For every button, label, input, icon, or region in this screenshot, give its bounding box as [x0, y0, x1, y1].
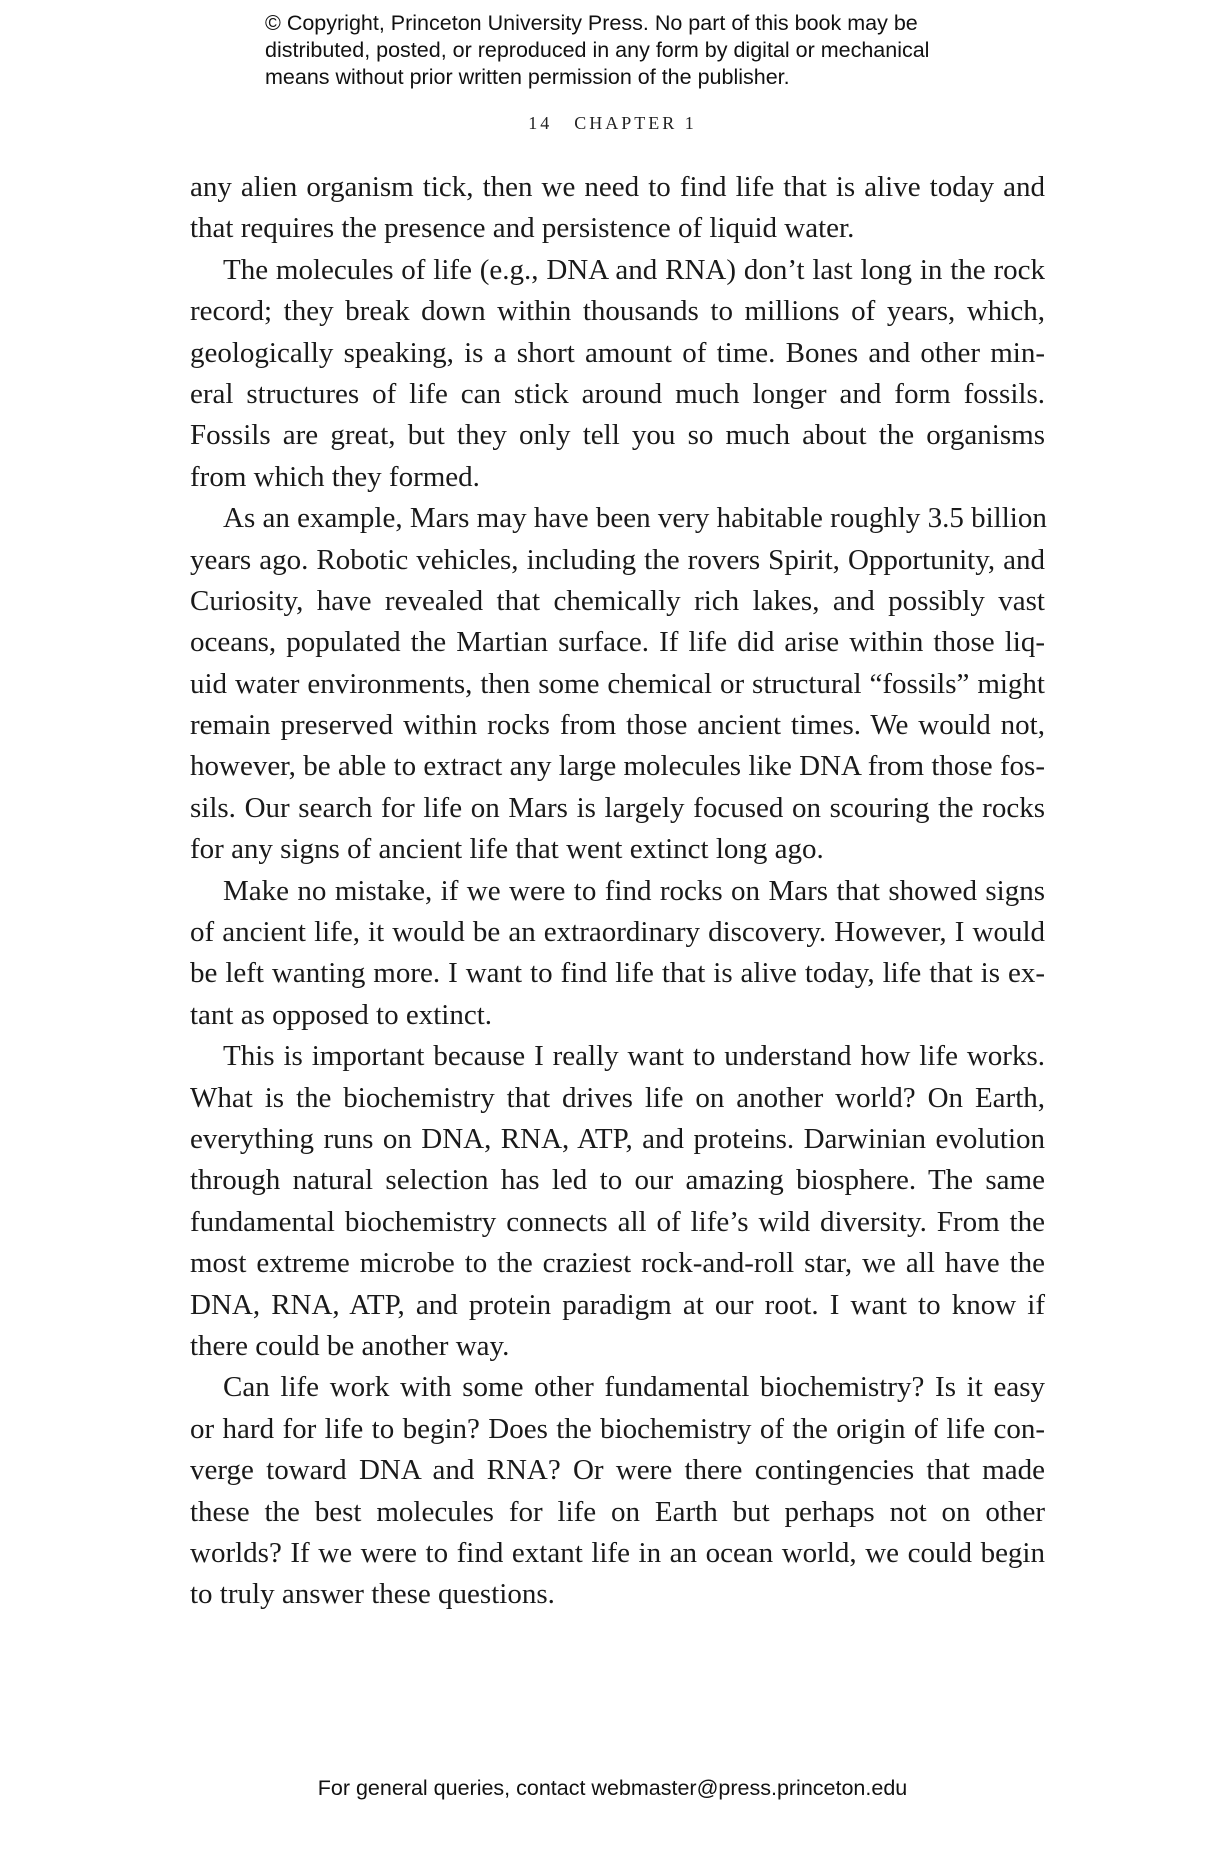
text-line: fundamental biochemistry connects all of life’s wild diversity. From the — [190, 1205, 1045, 1238]
text-line: Make no mistake, if we were to find rocks on Mars that showed signs — [223, 874, 1045, 907]
text-line: uid water environments, then some chemical or structural “fossils” might — [190, 667, 1045, 700]
text-line: sils. Our search for life on Mars is largely focused on scouring the rocks — [190, 791, 1045, 824]
text-line: geologically speaking, is a short amount of time. Bones and other min- — [190, 336, 1045, 369]
text-line: through natural selection has led to our amazing biosphere. The same — [190, 1164, 1045, 1197]
chapter-label: CHAPTER 1 — [574, 113, 697, 133]
text-line: As an example, Mars may have been very habitable roughly 3.5 billion — [223, 502, 1047, 535]
page-number: 14 — [528, 113, 553, 133]
running-head — [0, 113, 1225, 134]
text-line: eral structures of life can stick around much longer and form fossils. — [190, 377, 1045, 410]
copyright-line: means without prior written permission of the publisher. — [265, 65, 790, 89]
text-line: What is the biochemistry that drives life on another world? On Earth, — [190, 1081, 1045, 1114]
text-line: remain preserved within rocks from those ancient times. We would not, — [190, 709, 1045, 742]
text-line: oceans, populated the Martian surface. If life did arise within those liq- — [190, 626, 1045, 659]
text-line: Curiosity, have revealed that chemically rich lakes, and possibly vast — [190, 584, 1045, 617]
text-line: however, be able to extract any large molecules like DNA from those fos- — [190, 750, 1045, 783]
copyright-notice — [265, 10, 985, 91]
text-line: for any signs of ancient life that went extinct long ago. — [190, 833, 824, 866]
text-line: DNA, RNA, ATP, and protein paradigm at our root. I want to know if — [190, 1288, 1045, 1321]
copyright-line: distributed, posted, or reproduced in any form by digital or mechanical — [265, 38, 930, 62]
text-line: to truly answer these questions. — [190, 1578, 555, 1611]
text-line: most extreme microbe to the craziest rock-and-roll star, we all have the — [190, 1247, 1045, 1280]
text-line: any alien organism tick, then we need to find life that is alive today and — [190, 171, 1045, 203]
text-line: worlds? If we were to find extant life in an ocean world, we could begin — [190, 1536, 1045, 1569]
text-line: verge toward DNA and RNA? Or were there contingencies that made — [190, 1454, 1045, 1487]
text-line: that requires the presence and persistence of liquid water. — [190, 212, 855, 245]
text-line: Can life work with some other fundamental biochemistry? Is it easy — [223, 1371, 1045, 1404]
text-line: these the best molecules for life on Earth but perhaps not on other — [190, 1495, 1045, 1528]
copyright-line: © Copyright, Princeton University Press. No part of this book may be — [265, 11, 918, 35]
text-line: years ago. Robotic vehicles, including the rovers Spirit, Opportunity, and — [190, 543, 1045, 576]
text-line: be left wanting more. I want to find life that is alive today, life that is ex- — [190, 957, 1045, 990]
text-line: everything runs on DNA, RNA, ATP, and proteins. Darwinian evolution — [190, 1122, 1045, 1155]
text-line: Fossils are great, but they only tell you so much about the organisms — [190, 419, 1045, 452]
text-line: or hard for life to begin? Does the biochemistry of the origin of life con- — [190, 1412, 1045, 1445]
text-line: there could be another way. — [190, 1329, 510, 1362]
footer-contact: For general queries, contact webmaster@press.princeton.edu — [317, 1776, 908, 1800]
text-line: This is important because I really want to understand how life works. — [223, 1040, 1045, 1073]
text-line: The molecules of life (e.g., DNA and RNA) don’t last long in the rock — [223, 253, 1045, 286]
text-line: tant as opposed to extinct. — [190, 998, 493, 1031]
text-line: from which they formed. — [190, 460, 480, 493]
text-line: record; they break down within thousands to millions of years, which, — [190, 295, 1045, 328]
body-text — [190, 167, 1045, 1616]
text-line: of ancient life, it would be an extraordinary discovery. However, I would — [190, 916, 1045, 949]
